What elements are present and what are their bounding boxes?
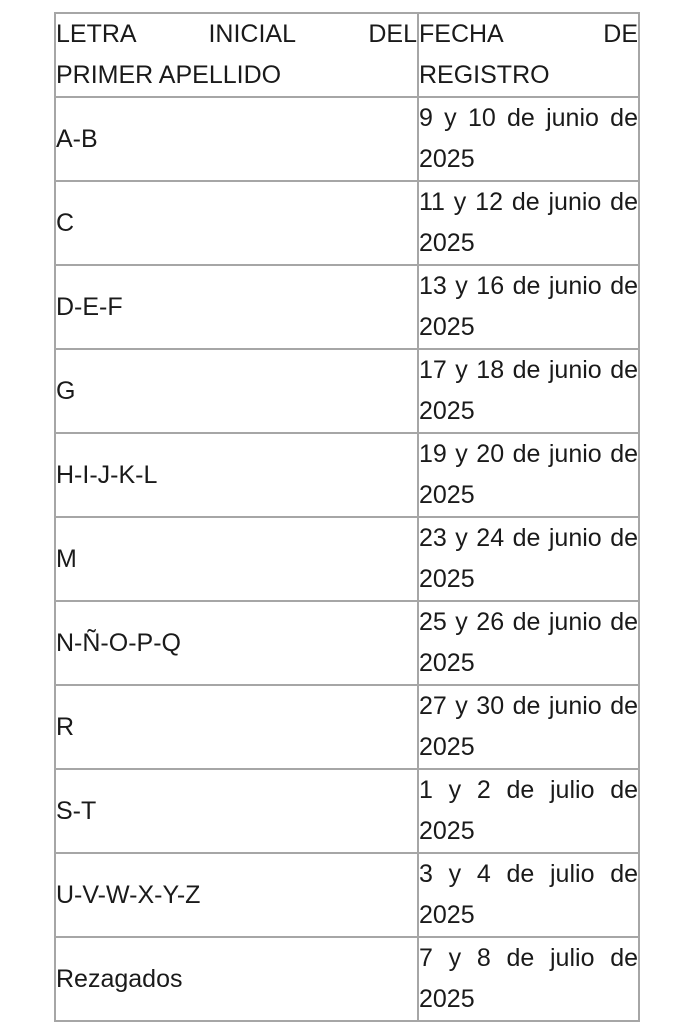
letters-cell: U-V-W-X-Y-Z	[55, 853, 418, 937]
table-row	[55, 769, 639, 853]
header-date-line2: REGISTRO	[419, 61, 550, 89]
letters-cell: R	[55, 685, 418, 769]
table-row	[55, 853, 639, 937]
table-row	[55, 349, 639, 433]
letters-cell: C	[55, 181, 418, 265]
table-row	[55, 937, 639, 1021]
header-date	[418, 13, 639, 97]
letters-cell: A-B	[55, 97, 418, 181]
date-text: 13 y 16 de junio de 2025	[419, 272, 638, 341]
date-text: 17 y 18 de junio de 2025	[419, 356, 638, 425]
date-cell	[418, 853, 639, 937]
table-row	[55, 601, 639, 685]
header-date-line1: FECHA DE	[419, 20, 638, 48]
registration-schedule-table	[54, 12, 640, 1022]
header-letter	[55, 13, 418, 97]
date-cell	[418, 685, 639, 769]
date-text: 23 y 24 de junio de 2025	[419, 524, 638, 593]
table-header-row	[55, 13, 639, 97]
date-cell	[418, 181, 639, 265]
header-letter-line2: PRIMER APELLIDO	[56, 61, 282, 89]
letters-cell: Rezagados	[55, 937, 418, 1021]
date-cell	[418, 769, 639, 853]
date-cell	[418, 97, 639, 181]
letters-cell: N-Ñ-O-P-Q	[55, 601, 418, 685]
date-text: 25 y 26 de junio de 2025	[419, 608, 638, 677]
table-row	[55, 517, 639, 601]
table-row	[55, 685, 639, 769]
letters-cell: M	[55, 517, 418, 601]
date-cell	[418, 937, 639, 1021]
date-text: 9 y 10 de junio de 2025	[419, 104, 638, 173]
date-cell	[418, 517, 639, 601]
letters-cell: D-E-F	[55, 265, 418, 349]
letters-cell: G	[55, 349, 418, 433]
letters-cell: S-T	[55, 769, 418, 853]
date-text: 27 y 30 de junio de 2025	[419, 692, 638, 761]
date-cell	[418, 265, 639, 349]
letters-cell: H-I-J-K-L	[55, 433, 418, 517]
date-text: 1 y 2 de julio de 2025	[419, 776, 638, 845]
table-row	[55, 433, 639, 517]
date-text: 3 y 4 de julio de 2025	[419, 860, 638, 929]
date-text: 11 y 12 de junio de 2025	[419, 188, 638, 257]
table-row	[55, 265, 639, 349]
date-cell	[418, 601, 639, 685]
table-row	[55, 97, 639, 181]
date-cell	[418, 349, 639, 433]
date-text: 19 y 20 de junio de 2025	[419, 440, 638, 509]
table-row	[55, 181, 639, 265]
date-cell	[418, 433, 639, 517]
header-letter-line1: LETRA INICIAL DEL	[56, 20, 417, 48]
date-text: 7 y 8 de julio de 2025	[419, 944, 638, 1013]
